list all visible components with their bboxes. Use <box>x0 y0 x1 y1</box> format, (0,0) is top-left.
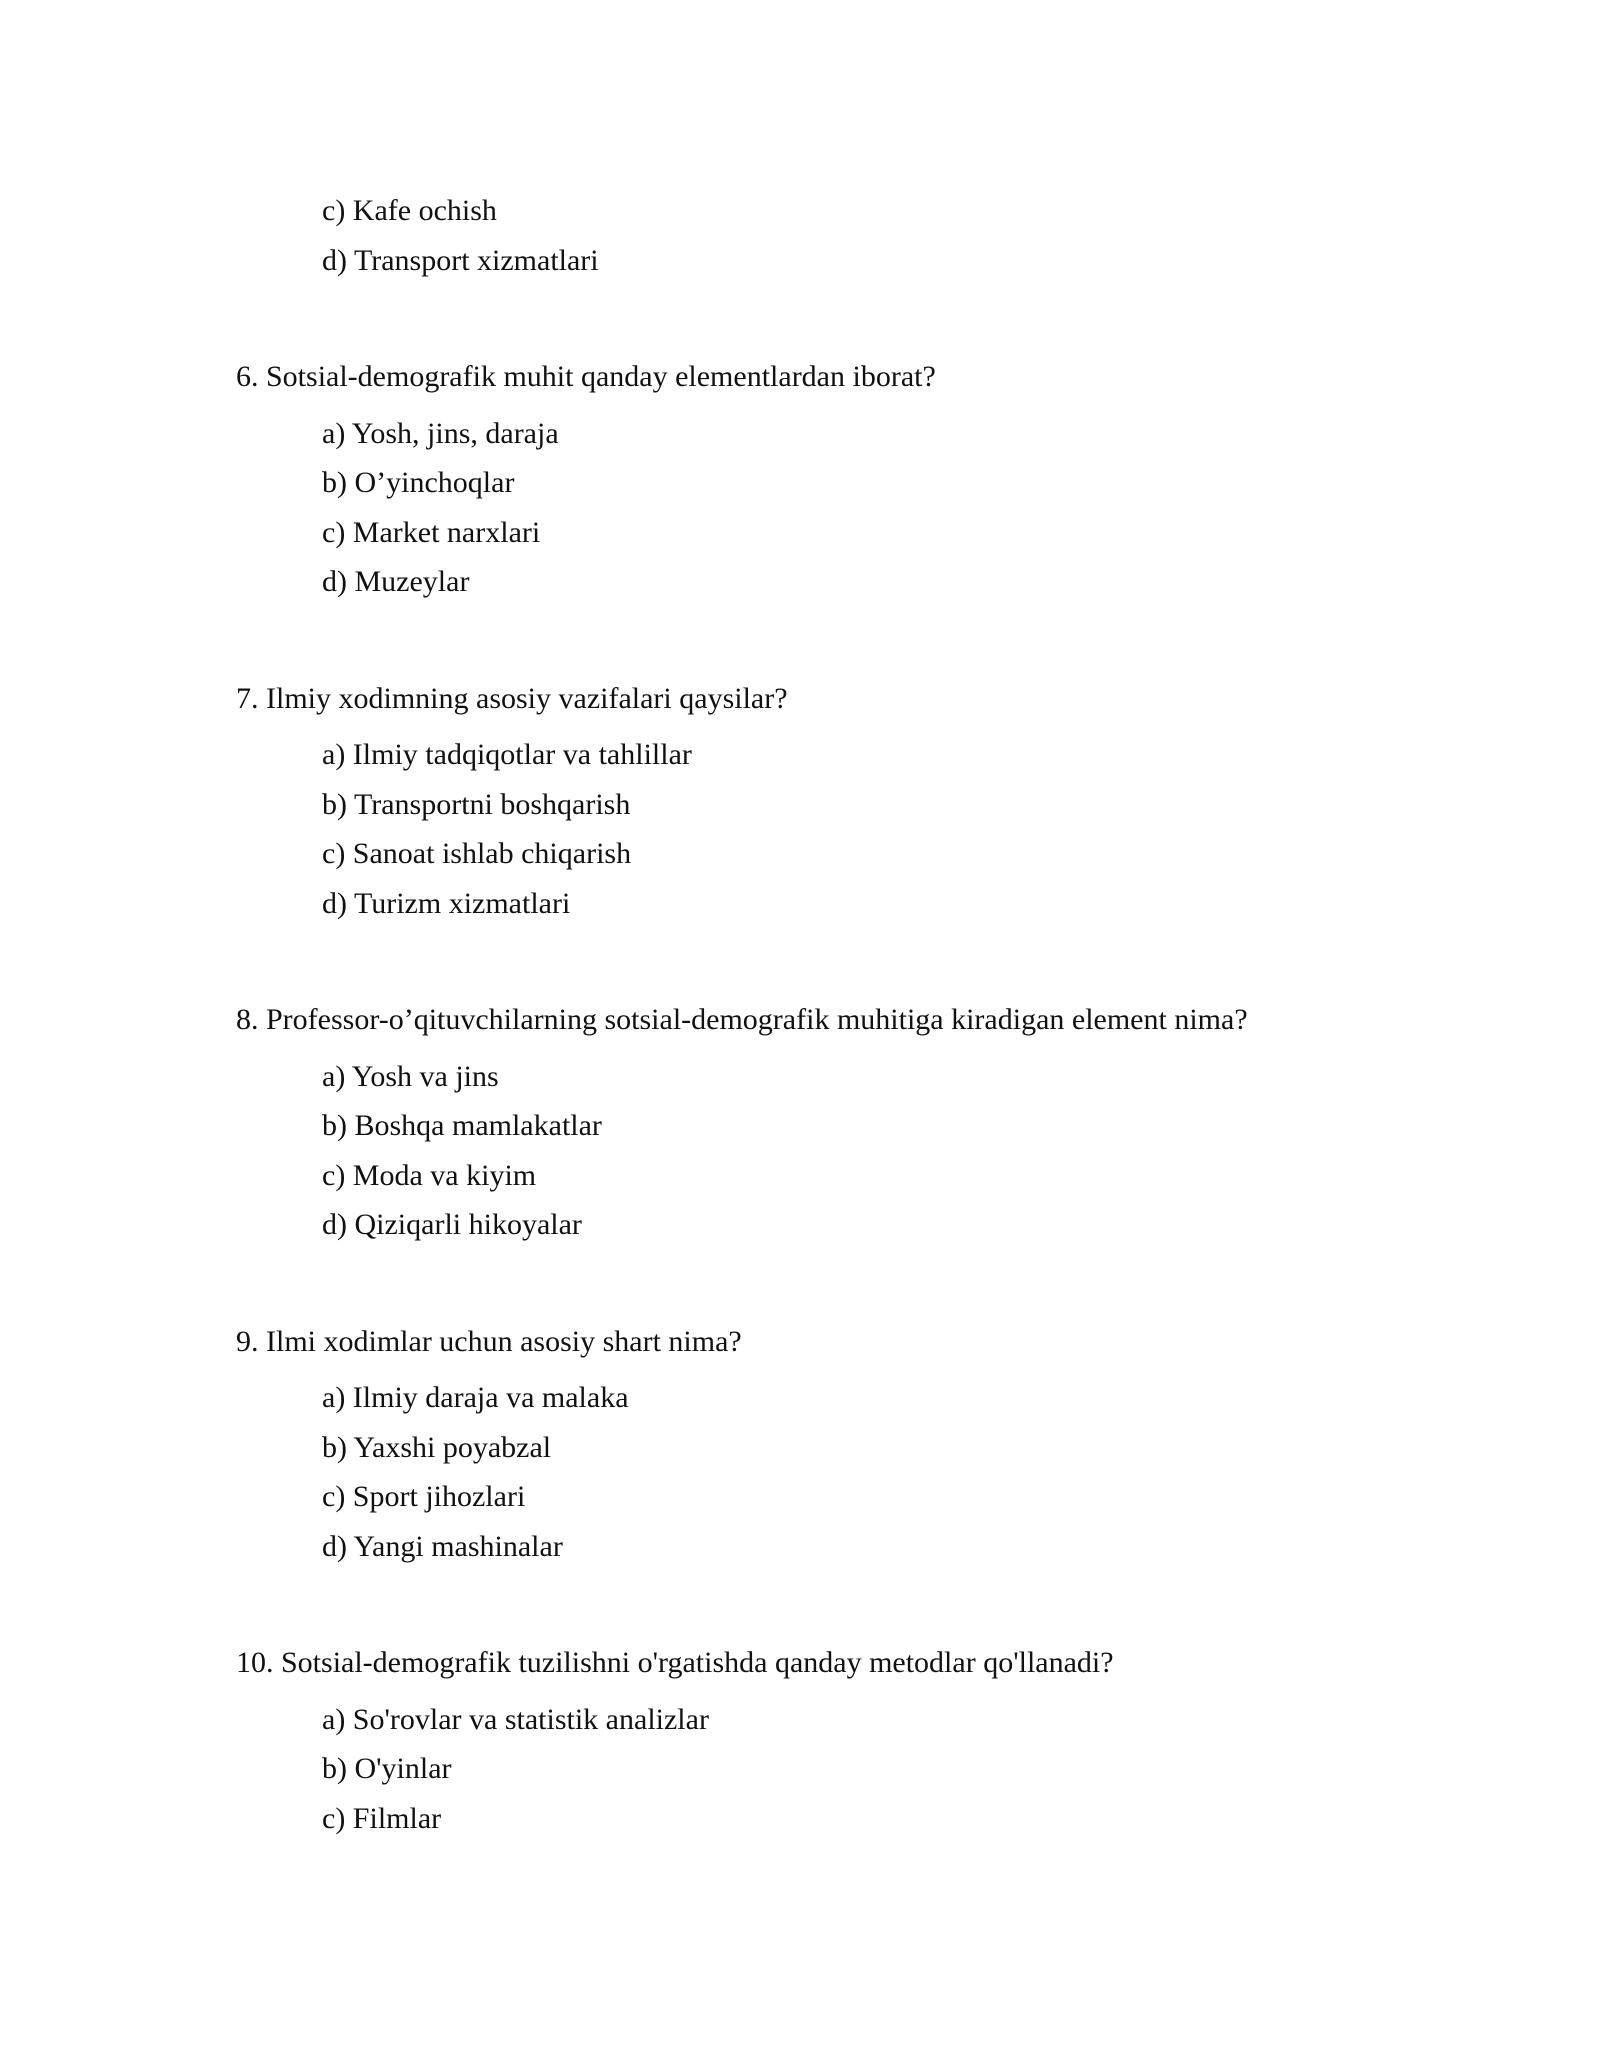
answer-option: d) Turizm xizmatlari <box>322 886 571 920</box>
question-6: 6. Sotsial-demografik muhit qanday elementlardan iborat? <box>236 360 936 393</box>
answer-option: b) Boshqa mamlakatlar <box>322 1109 602 1142</box>
answer-option: d) Transport xizmatlari <box>322 243 599 277</box>
answer-option: a) Ilmiy tadqiqotlar va tahlillar <box>322 738 692 771</box>
question-10: 10. Sotsial-demografik tuzilishni o'rgatishda qanday metodlar qo'llanadi? <box>236 1646 1114 1679</box>
answer-option: c) Sanoat ishlab chiqarish <box>322 837 632 870</box>
answer-option: b) Yaxshi poyabzal <box>322 1430 552 1464</box>
question-8: 8. Professor-o’qituvchilarning sotsial-demografik muhitiga kiradigan element nima? <box>236 1003 1248 1036</box>
answer-option: b) O’yinchoqlar <box>322 466 515 499</box>
answer-option: c) Market narxlari <box>322 515 541 549</box>
answer-option: a) Yosh va jins <box>322 1059 499 1093</box>
answer-option: c) Kafe ochish <box>322 194 497 227</box>
answer-option: d) Yangi mashinalar <box>322 1529 563 1563</box>
answer-option: a) Yosh, jins, daraja <box>322 416 559 450</box>
answer-option: a) Ilmiy daraja va malaka <box>322 1381 629 1414</box>
question-7: 7. Ilmiy xodimning asosiy vazifalari qaysilar? <box>236 681 788 715</box>
answer-option: d) Muzeylar <box>322 565 470 598</box>
answer-option: c) Filmlar <box>322 1801 442 1835</box>
answer-option: c) Moda va kiyim <box>322 1158 537 1192</box>
answer-option: a) So'rovlar va statistik analizlar <box>322 1702 709 1736</box>
answer-option: b) O'yinlar <box>322 1752 452 1785</box>
answer-option: c) Sport jihozlari <box>322 1480 526 1513</box>
answer-option: d) Qiziqarli hikoyalar <box>322 1208 582 1241</box>
quiz-content <box>236 186 1436 1843</box>
question-9: 9. Ilmi xodimlar uchun asosiy shart nima? <box>236 1324 742 1358</box>
answer-option: b) Transportni boshqarish <box>322 787 631 821</box>
